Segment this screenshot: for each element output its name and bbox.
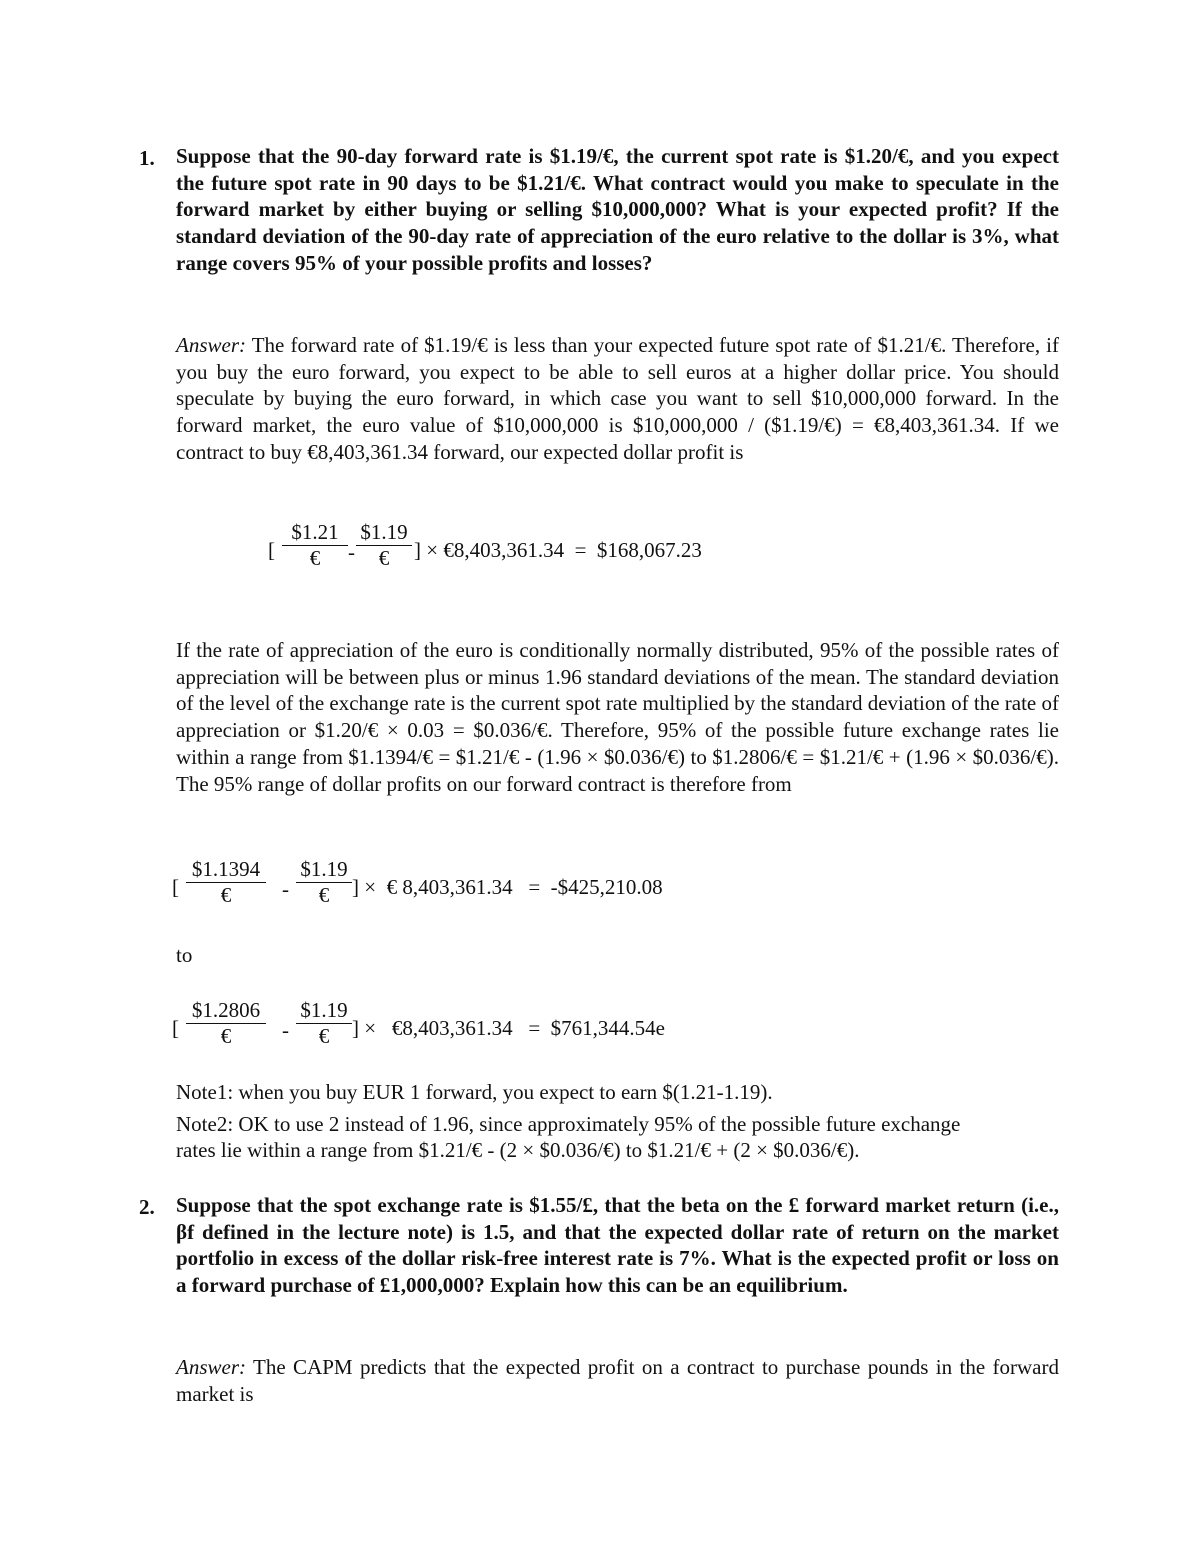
formula-3-fraction-2 — [296, 998, 352, 1048]
formula-1-denominator-1: € — [309, 546, 321, 570]
question-2-answer-paragraph — [176, 1354, 1059, 1407]
formula-3-numerator-1: $1.2806 — [191, 998, 261, 1022]
to-text: to — [176, 943, 193, 967]
question-1-answer-paragraph-2: If the rate of appreciation of the euro is conditionally normally distributed, 95% of the possible rates of appreciation will be between plus or minus 1.96 standard deviations of the mean. The standard deviation of the level of the exchange rate is the current spot rate multiplied by the standard deviation of the rate of appreciation or $1.20/€ × 0.03 = $0.036/€. Therefore, 95% of the possible future exchange rates lie within a range from $1.1394/€ = $1.21/€ - (1.96 × $0.036/€) to $1.2806/€ = $1.21/€ + (1.96 × $0.036/€). The 95% range of dollar profits on our forward contract is therefore from — [176, 638, 1059, 796]
note-2-line-2: rates lie within a range from $1.21/€ - (2 × $0.036/€) to $1.21/€ + (2 × $0.036/€). — [176, 1138, 860, 1162]
formula-2-fraction-2 — [296, 857, 352, 907]
formula-2-result: ] × € 8,403,361.34 = -$425,210.08 — [352, 875, 663, 899]
formula-lower-bound — [172, 857, 732, 927]
answer-1-text: The forward rate of $1.19/€ is less than your expected future spot rate of $1.21/€. Therefore, if you buy the euro forward, you expect to be able to sell euros at a higher dollar price. You should speculate by buying the euro forward, in which case you want to sell $10,000,000 forward. In the forward market, the euro value of $10,000,000 is $10,000,000 / ($1.19/€) = €8,403,361.34. If we contract to buy €8,403,361.34 forward, our expected dollar profit is — [176, 333, 1059, 464]
formula-1-numerator-1: $1.21 — [291, 520, 339, 544]
formula-3-fraction-1 — [186, 998, 266, 1048]
answer-2-label: Answer: — [176, 1355, 246, 1379]
formula-3-open-bracket: [ — [172, 1016, 179, 1040]
question-2-number: 2. — [139, 1195, 155, 1219]
formula-1-open-bracket: [ — [268, 538, 275, 562]
formula-1-result: ] × €8,403,361.34 = $168,067.23 — [414, 538, 702, 562]
formula-2-open-bracket: [ — [172, 875, 179, 899]
formula-3-result: ] × €8,403,361.34 = $761,344.54e — [352, 1016, 666, 1040]
formula-2-numerator-1: $1.1394 — [191, 857, 261, 881]
formula-3-denominator-1: € — [220, 1024, 232, 1048]
formula-expected-profit — [268, 520, 788, 590]
formula-1-denominator-2: € — [378, 546, 390, 570]
formula-1-numerator-2: $1.19 — [360, 520, 408, 544]
formula-2-fraction-1 — [186, 857, 266, 907]
formula-upper-bound — [172, 998, 732, 1068]
answer-2-text: The CAPM predicts that the expected profit on a contract to purchase pounds in the forward market is — [176, 1355, 1059, 1406]
formula-3-minus: - — [282, 1018, 289, 1042]
question-1-answer-paragraph-1 — [176, 332, 1059, 466]
answer-label: Answer: — [176, 333, 246, 357]
note-1: Note1: when you buy EUR 1 forward, you expect to earn $(1.21-1.19). — [176, 1080, 773, 1104]
formula-2-denominator-1: € — [220, 883, 232, 907]
formula-2-numerator-2: $1.19 — [300, 857, 348, 881]
formula-1-fraction-2 — [356, 520, 412, 570]
question-1-text: Suppose that the 90-day forward rate is $1.19/€, the current spot rate is $1.20/€, and you expect the future spot rate in 90 days to be $1.21/€. What contract would you make to speculate in the forward market by either buying or selling $10,000,000? What is your expected profit? If the standard deviation of the 90-day rate of appreciation of the euro relative to the dollar is 3%, what range covers 95% of your possible profits and losses? — [176, 144, 1059, 275]
formula-2-minus: - — [282, 877, 289, 901]
formula-2-denominator-2: € — [318, 883, 330, 907]
question-2-text: Suppose that the spot exchange rate is $1.55/£, that the beta on the £ forward market return (i.e., βf defined in the lecture note) is 1.5, and that the expected dollar rate of return on the market portfolio in excess of the dollar risk-free interest rate is 7%. What is the expected profit or loss on a forward purchase of £1,000,000? Explain how this can be an equilibrium. — [176, 1193, 1059, 1298]
formula-1-fraction-1 — [282, 520, 348, 570]
formula-1-minus: - — [348, 540, 355, 564]
formula-3-numerator-2: $1.19 — [300, 998, 348, 1022]
formula-3-denominator-2: € — [318, 1024, 330, 1048]
question-1-number: 1. — [139, 146, 155, 170]
note-2-line-1: Note2: OK to use 2 instead of 1.96, since approximately 95% of the possible future exchange — [176, 1112, 961, 1136]
